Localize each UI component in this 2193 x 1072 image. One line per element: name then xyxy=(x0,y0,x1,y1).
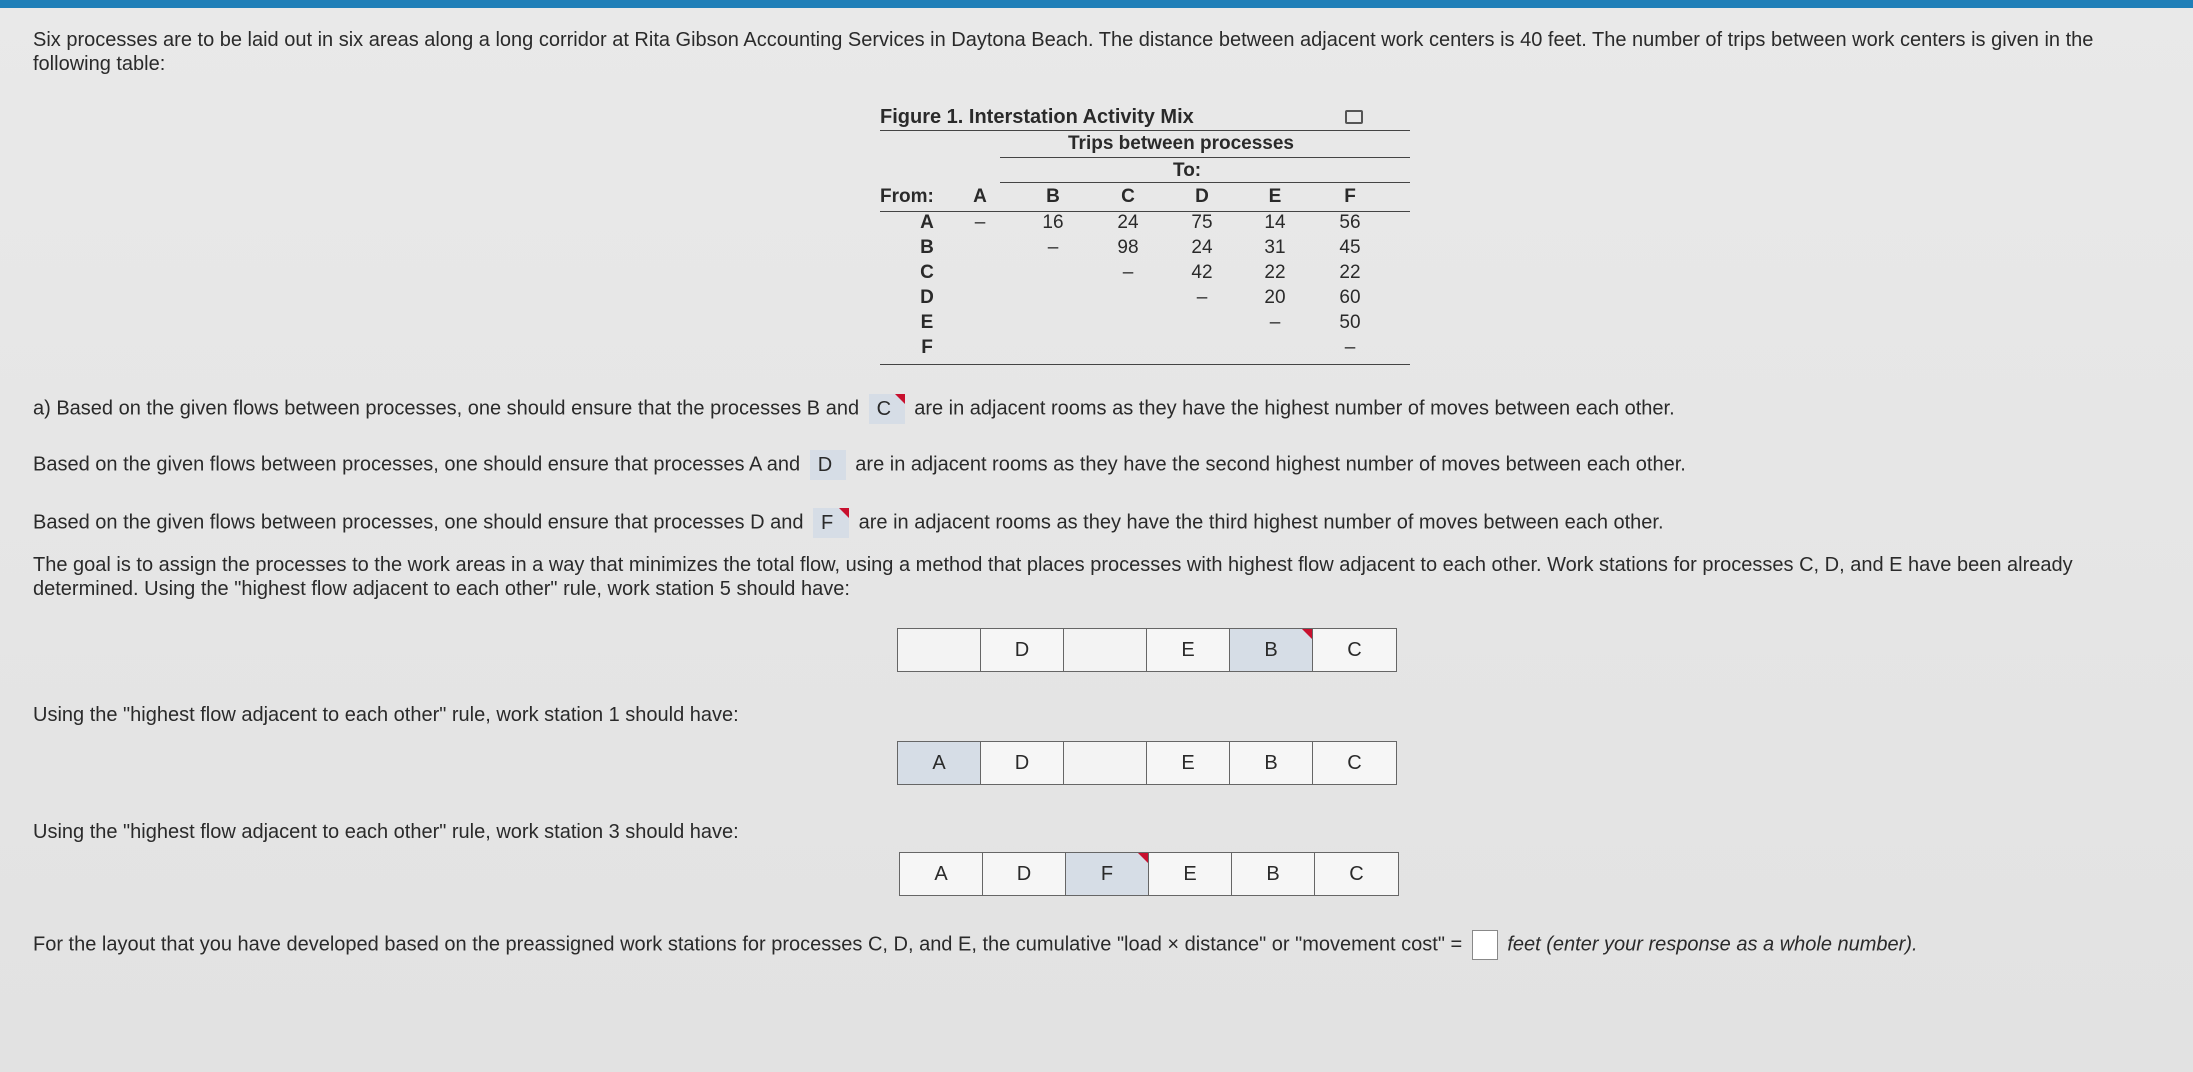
row-label: A xyxy=(920,212,934,233)
figure-rule-to xyxy=(1000,182,1410,183)
column-header: F xyxy=(1344,186,1356,207)
slot-value: E xyxy=(1181,638,1195,661)
layout2-slot-5 xyxy=(1230,742,1313,784)
slot-value: B xyxy=(1264,751,1278,774)
table-cell: 24 xyxy=(1191,237,1213,258)
table-cell: – xyxy=(1196,287,1208,308)
goal-text: The goal is to assign the processes to the work areas in a way that minimizes the total flow, using a method that places processes with highest flow adjacent to each other. Work stations for processes C, D, and E have been already determined. Using the "highest flow adjacent to each other" rule, work station 5 should have: xyxy=(33,554,2073,600)
layout3-slot-5 xyxy=(1232,853,1315,895)
table-cell: – xyxy=(974,212,986,233)
flag-icon xyxy=(1302,629,1312,639)
table-cell: 98 xyxy=(1117,237,1139,258)
answer-1-value: C xyxy=(876,398,892,420)
table-cell: 50 xyxy=(1339,312,1361,333)
q-a-line3-post: are in adjacent rooms as they have the third highest number of moves between each other. xyxy=(858,511,1664,534)
slot-value: B xyxy=(1264,638,1278,661)
slot-value: D xyxy=(1016,862,1032,885)
table-cell: 75 xyxy=(1191,212,1213,233)
layout-row-1 xyxy=(897,628,1397,672)
final-question xyxy=(33,930,1918,960)
table-cell: 60 xyxy=(1339,287,1361,308)
table-cell: 56 xyxy=(1339,212,1361,233)
layout3-slot-2 xyxy=(983,853,1066,895)
layout1-slot-5-answer[interactable] xyxy=(1230,629,1313,671)
q-a-line1-pre: a) Based on the given flows between processes, one should ensure that the processes B and xyxy=(33,397,860,420)
to-label: To: xyxy=(1173,160,1202,181)
ws3-text: Using the "highest flow adjacent to each other" rule, work station 3 should have: xyxy=(33,821,739,843)
slot-value: B xyxy=(1266,862,1280,885)
answer-2-value: D xyxy=(817,454,833,476)
flag-icon xyxy=(1138,853,1148,863)
figure-subtitle: Trips between processes xyxy=(1068,133,1294,154)
layout-row-2 xyxy=(897,741,1397,785)
popout-icon[interactable] xyxy=(1345,110,1363,124)
row-label: C xyxy=(920,262,934,283)
table-cell: 14 xyxy=(1264,212,1286,233)
column-header: E xyxy=(1268,186,1282,207)
column-header: A xyxy=(973,186,987,207)
column-header: C xyxy=(1121,186,1135,207)
table-cell: 16 xyxy=(1042,212,1064,233)
table-cell: – xyxy=(1344,337,1356,358)
slot-value: A xyxy=(932,751,946,774)
table-cell: – xyxy=(1269,312,1281,333)
column-header: B xyxy=(1046,186,1060,207)
figure-title: Figure 1. Interstation Activity Mix xyxy=(880,106,1194,128)
final-pre: For the layout that you have developed based on the preassigned work stations for processes C, D, and E, the cumulative "load × distance" or "movement cost" = xyxy=(33,933,1463,956)
table-cell: 31 xyxy=(1264,237,1286,258)
layout-row-3 xyxy=(899,852,1399,896)
q-a-line1 xyxy=(33,394,1675,424)
slot-value: C xyxy=(1349,862,1364,885)
table-cell: 20 xyxy=(1264,287,1286,308)
column-header: D xyxy=(1195,186,1209,207)
figure-rule-bottom xyxy=(880,364,1410,365)
layout1-slot-4 xyxy=(1147,629,1230,671)
q-a-line3 xyxy=(33,508,1664,538)
q-a-line2-pre: Based on the given flows between processes, one should ensure that processes A and xyxy=(33,453,801,476)
table-cell: 24 xyxy=(1117,212,1139,233)
table-cell: 22 xyxy=(1264,262,1286,283)
slot-value: D xyxy=(1014,638,1030,661)
ws1-text: Using the "highest flow adjacent to each other" rule, work station 1 should have: xyxy=(33,704,739,726)
row-label: E xyxy=(920,312,934,333)
from-label: From: xyxy=(880,186,934,207)
flag-icon xyxy=(895,394,905,404)
layout2-slot-3 xyxy=(1064,742,1147,784)
slot-value: E xyxy=(1181,751,1195,774)
layout2-slot-6 xyxy=(1313,742,1396,784)
layout1-slot-1 xyxy=(898,629,981,671)
layout1-slot-3 xyxy=(1064,629,1147,671)
layout3-slot-3-answer[interactable] xyxy=(1066,853,1149,895)
layout3-slot-6 xyxy=(1315,853,1398,895)
table-cell: – xyxy=(1047,237,1059,258)
flag-icon xyxy=(839,508,849,518)
row-label: B xyxy=(920,237,934,258)
answer-3-value: F xyxy=(821,512,834,534)
slot-value: C xyxy=(1347,638,1362,661)
figure-rule-top xyxy=(880,130,1410,131)
table-cell: 42 xyxy=(1191,262,1213,283)
slot-value: E xyxy=(1183,862,1197,885)
layout1-slot-6 xyxy=(1313,629,1396,671)
layout2-slot-2 xyxy=(981,742,1064,784)
slot-value: A xyxy=(934,862,948,885)
top-accent-bar xyxy=(0,0,2193,8)
slot-value: C xyxy=(1347,751,1362,774)
layout3-slot-4 xyxy=(1149,853,1232,895)
slot-value: D xyxy=(1014,751,1030,774)
q-a-line2-post: are in adjacent rooms as they have the second highest number of moves between each other. xyxy=(855,453,1686,476)
layout3-slot-1 xyxy=(900,853,983,895)
problem-intro: Six processes are to be laid out in six areas along a long corridor at Rita Gibson Accounting Services in Daytona Beach. The distance between adjacent work centers is 40 feet. The number of trips between work centers is given in the following table: xyxy=(33,29,2094,75)
q-a-line3-pre: Based on the given flows between processes, one should ensure that processes D and xyxy=(33,511,804,534)
movement-cost-input[interactable] xyxy=(1472,930,1498,960)
answer-box-3[interactable] xyxy=(813,508,849,538)
q-a-line1-post: are in adjacent rooms as they have the highest number of moves between each other. xyxy=(914,397,1675,420)
layout2-slot-1-answer[interactable] xyxy=(898,742,981,784)
row-label: D xyxy=(920,287,934,308)
slot-value: F xyxy=(1100,862,1114,885)
answer-box-1[interactable] xyxy=(869,394,905,424)
table-cell: – xyxy=(1122,262,1134,283)
final-post: feet (enter your response as a whole number). xyxy=(1507,933,1918,956)
table-cell: 22 xyxy=(1339,262,1361,283)
q-a-line2 xyxy=(33,450,1686,480)
layout1-slot-2 xyxy=(981,629,1064,671)
row-label: F xyxy=(921,337,933,358)
figure-rule-sub xyxy=(1000,157,1410,158)
table-cell: 45 xyxy=(1339,237,1361,258)
answer-box-2[interactable] xyxy=(810,450,846,480)
layout2-slot-4 xyxy=(1147,742,1230,784)
